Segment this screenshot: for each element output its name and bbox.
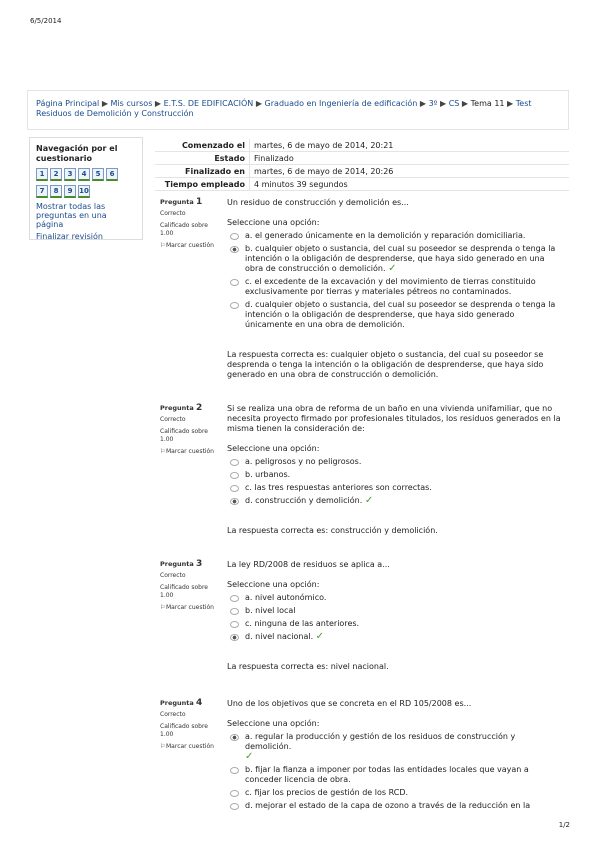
question-num: 1 — [196, 197, 203, 207]
radio-icon[interactable] — [230, 498, 239, 505]
question-content — [227, 560, 563, 672]
option[interactable] — [227, 457, 563, 467]
quiz-navigation — [29, 137, 143, 240]
option-label: c. las tres respuestas anteriores son correctas. — [245, 483, 432, 492]
radio-icon[interactable] — [230, 767, 239, 774]
radio-icon[interactable] — [230, 233, 239, 240]
quiz-navigation-title: Navegación por el cuestionario — [36, 144, 118, 163]
question-label: Pregunta — [160, 699, 194, 707]
option[interactable] — [227, 632, 563, 642]
option-label: d. cualquier objeto o sustancia, del cual su poseedor se desprenda o tenga la intención o la obligación de desprenderse, que haya sido generado únicamente en una obra de demolición. — [245, 300, 556, 329]
question-num: 3 — [196, 559, 203, 569]
option-label: b. fijar la fianza a imponer por todas las entidades locales que vayan a conceder licencia de obra. — [245, 765, 529, 784]
question-nav-button[interactable]: 3 — [64, 168, 76, 181]
question-content — [227, 699, 563, 811]
question-text: Un residuo de construcción y demolición es... — [227, 198, 409, 207]
correct-answer: La respuesta correcta es: construcción y demolición. — [227, 526, 438, 535]
select-prompt: Seleccione una opción: — [227, 580, 320, 589]
question-nav-button[interactable]: 6 — [106, 168, 118, 181]
question-nav-button[interactable]: 9 — [64, 185, 76, 198]
radio-icon[interactable] — [230, 790, 239, 797]
option-text: b. cualquier objeto o sustancia, del cual su poseedor se desprenda o tenga la intención o la obligación de desprenderse, que haya sido generado en una obra de construcción o demolición. — [245, 244, 556, 273]
option-label: c. ninguna de las anteriores. — [245, 619, 360, 628]
separator-icon: ▶ — [507, 99, 514, 108]
summary-key: Comenzado el — [155, 139, 250, 152]
option[interactable] — [227, 606, 563, 616]
option-text: d. nivel nacional. — [245, 632, 314, 641]
option[interactable] — [227, 801, 563, 811]
question-text: Si se realiza una obra de reforma de un baño en una vivienda unifamiliar, que no necesita proyecto firmado por profesionales titulados, los residuos generados en la misma tienen la consideración de: — [227, 404, 561, 433]
summary-key: Estado — [155, 152, 250, 165]
radio-icon[interactable] — [230, 734, 239, 741]
option[interactable] — [227, 619, 563, 629]
question-nav-row — [36, 168, 136, 181]
flag-label: Marcar cuestión — [166, 743, 214, 750]
flag-question[interactable] — [160, 242, 222, 250]
question-grade: Calificado sobre 1.00 — [160, 222, 208, 237]
select-prompt: Seleccione una opción: — [227, 218, 320, 227]
question-nav-button[interactable]: 10 — [78, 185, 90, 198]
flag-label: Marcar cuestión — [166, 604, 214, 611]
summary-row — [155, 152, 569, 165]
breadcrumb-course[interactable]: CS — [448, 99, 460, 108]
question-grade: Calificado sobre 1.00 — [160, 723, 208, 738]
breadcrumb-school[interactable]: E.T.S. DE EDIFICACIÓN — [163, 99, 254, 108]
question-number — [160, 699, 222, 707]
question-number — [160, 560, 222, 568]
breadcrumb-home[interactable]: Página Principal — [36, 99, 100, 108]
question-text: La ley RD/2008 de residuos se aplica a... — [227, 560, 390, 569]
radio-icon[interactable] — [230, 472, 239, 479]
radio-icon[interactable] — [230, 302, 239, 309]
question-nav-button[interactable]: 8 — [50, 185, 62, 198]
option[interactable] — [227, 277, 563, 297]
breadcrumb-topic: Tema 11 — [470, 99, 505, 108]
question-content — [227, 404, 563, 536]
summary-value: 4 minutos 39 segundos — [250, 178, 570, 191]
breadcrumb — [27, 90, 569, 130]
option[interactable] — [227, 244, 563, 274]
option-text: a. regular la producción y gestión de los residuos de construcción y demolición. — [245, 732, 516, 751]
flag-icon[interactable]: ⚐ — [160, 242, 166, 249]
option[interactable] — [227, 231, 563, 241]
question-label: Pregunta — [160, 198, 194, 206]
option[interactable] — [227, 496, 563, 506]
question-state: Correcto — [160, 210, 186, 217]
question-num: 4 — [196, 698, 203, 708]
option[interactable] — [227, 300, 563, 330]
option-label — [245, 732, 563, 762]
option-label — [245, 244, 563, 274]
option-label: b. nivel local — [245, 606, 296, 615]
page-number: 1/2 — [558, 821, 570, 829]
check-icon: ✓ — [315, 631, 325, 642]
breadcrumb-degree[interactable]: Graduado en Ingeniería de edificación — [264, 99, 418, 108]
radio-icon[interactable] — [230, 485, 239, 492]
question-label: Pregunta — [160, 404, 194, 412]
option-label — [245, 632, 324, 642]
question-nav-button[interactable]: 2 — [50, 168, 62, 181]
radio-icon[interactable] — [230, 608, 239, 615]
separator-icon: ▶ — [255, 99, 262, 108]
question-number — [160, 198, 222, 206]
separator-icon: ▶ — [154, 99, 162, 108]
question-info — [160, 699, 222, 751]
question-grade: Calificado sobre 1.00 — [160, 428, 208, 443]
select-prompt: Seleccione una opción: — [227, 719, 320, 728]
show-all-questions-link[interactable]: Mostrar todas las preguntas en una página — [36, 202, 107, 229]
option-label: b. urbanos. — [245, 470, 291, 479]
question-nav-row — [36, 185, 136, 198]
check-icon: ✓ — [388, 263, 397, 274]
flag-question[interactable] — [160, 448, 222, 456]
breadcrumb-year[interactable]: 3º — [428, 99, 438, 108]
summary-key: Tiempo empleado — [155, 178, 250, 191]
radio-icon[interactable] — [230, 621, 239, 628]
flag-question[interactable] — [160, 743, 222, 751]
question-state: Correcto — [160, 416, 186, 423]
option-label: a. el generado únicamente en la demolición y reparación domiciliaria. — [245, 231, 526, 240]
question-nav-button[interactable]: 4 — [78, 168, 90, 181]
question-content — [227, 198, 563, 380]
separator-icon: ▶ — [440, 99, 447, 108]
question-info — [160, 198, 222, 250]
breadcrumb-my-courses[interactable]: Mis cursos — [110, 99, 153, 108]
option[interactable] — [227, 788, 563, 798]
correct-answer: La respuesta correcta es: cualquier objeto o sustancia, del cual su poseedor se desprenda o tenga la intención o la obligación de desprenderse, que haya sido generado en una obra de construcción o demolición. — [227, 350, 544, 379]
select-prompt: Seleccione una opción: — [227, 444, 320, 453]
option-label: a. nivel autonómico. — [245, 593, 327, 602]
summary-value: martes, 6 de mayo de 2014, 20:26 — [250, 165, 570, 178]
question-nav-button[interactable]: 7 — [36, 185, 48, 198]
question-state: Correcto — [160, 572, 186, 579]
separator-icon: ▶ — [461, 99, 469, 108]
question-label: Pregunta — [160, 560, 194, 568]
option-label — [245, 496, 373, 506]
question-info — [160, 404, 222, 456]
finish-review-link[interactable]: Finalizar revisión — [36, 232, 103, 241]
radio-icon[interactable] — [230, 803, 239, 810]
summary-row — [155, 139, 569, 152]
flag-label: Marcar cuestión — [166, 448, 214, 455]
question-grade: Calificado sobre 1.00 — [160, 584, 208, 599]
question-info — [160, 560, 222, 612]
attempt-summary — [155, 139, 569, 191]
separator-icon: ▶ — [101, 99, 108, 108]
flag-label: Marcar cuestión — [166, 242, 214, 249]
radio-icon[interactable] — [230, 595, 239, 602]
option-label: a. peligrosos y no peligrosos. — [245, 457, 362, 466]
question-nav-button[interactable]: 5 — [92, 168, 104, 181]
summary-row — [155, 178, 569, 191]
option[interactable] — [227, 483, 563, 493]
separator-icon: ▶ — [419, 99, 427, 108]
option-label: d. mejorar el estado de la capa de ozono a través de la reducción en la — [245, 801, 531, 810]
option[interactable] — [227, 732, 563, 762]
option[interactable] — [227, 765, 563, 785]
radio-icon[interactable] — [230, 634, 239, 641]
flag-icon[interactable]: ⚐ — [160, 743, 166, 750]
check-icon: ✓ — [364, 495, 374, 506]
question-text: Uno de los objetivos que se concreta en el RD 105/2008 es... — [227, 699, 472, 708]
summary-value: martes, 6 de mayo de 2014, 20:21 — [250, 139, 570, 152]
radio-icon[interactable] — [230, 246, 239, 253]
question-nav-button[interactable]: 1 — [36, 168, 48, 181]
radio-icon[interactable] — [230, 279, 239, 286]
breadcrumb-test[interactable]: Test Residuos de Demolición y Construcción — [36, 99, 532, 118]
summary-value: Finalizado — [250, 152, 570, 165]
question-number — [160, 404, 222, 412]
correct-answer: La respuesta correcta es: nivel nacional. — [227, 662, 389, 671]
option-label: c. el excedente de la excavación y del movimiento de tierras constituido exclusivamente por tierras y materiales pétreos no contaminados. — [245, 277, 536, 296]
flag-icon[interactable]: ⚐ — [160, 604, 166, 611]
question-num: 2 — [196, 403, 203, 413]
flag-question[interactable] — [160, 604, 222, 612]
flag-icon[interactable]: ⚐ — [160, 448, 166, 455]
print-date: 6/5/2014 — [30, 17, 62, 25]
option[interactable] — [227, 593, 563, 603]
summary-key: Finalizado en — [155, 165, 250, 178]
option-label: c. fijar los precios de gestión de los RCD. — [245, 788, 409, 797]
check-icon: ✓ — [245, 751, 254, 762]
question-state: Correcto — [160, 711, 186, 718]
option-text: d. construcción y demolición. — [245, 496, 363, 505]
radio-icon[interactable] — [230, 459, 239, 466]
option[interactable] — [227, 470, 563, 480]
summary-row — [155, 165, 569, 178]
